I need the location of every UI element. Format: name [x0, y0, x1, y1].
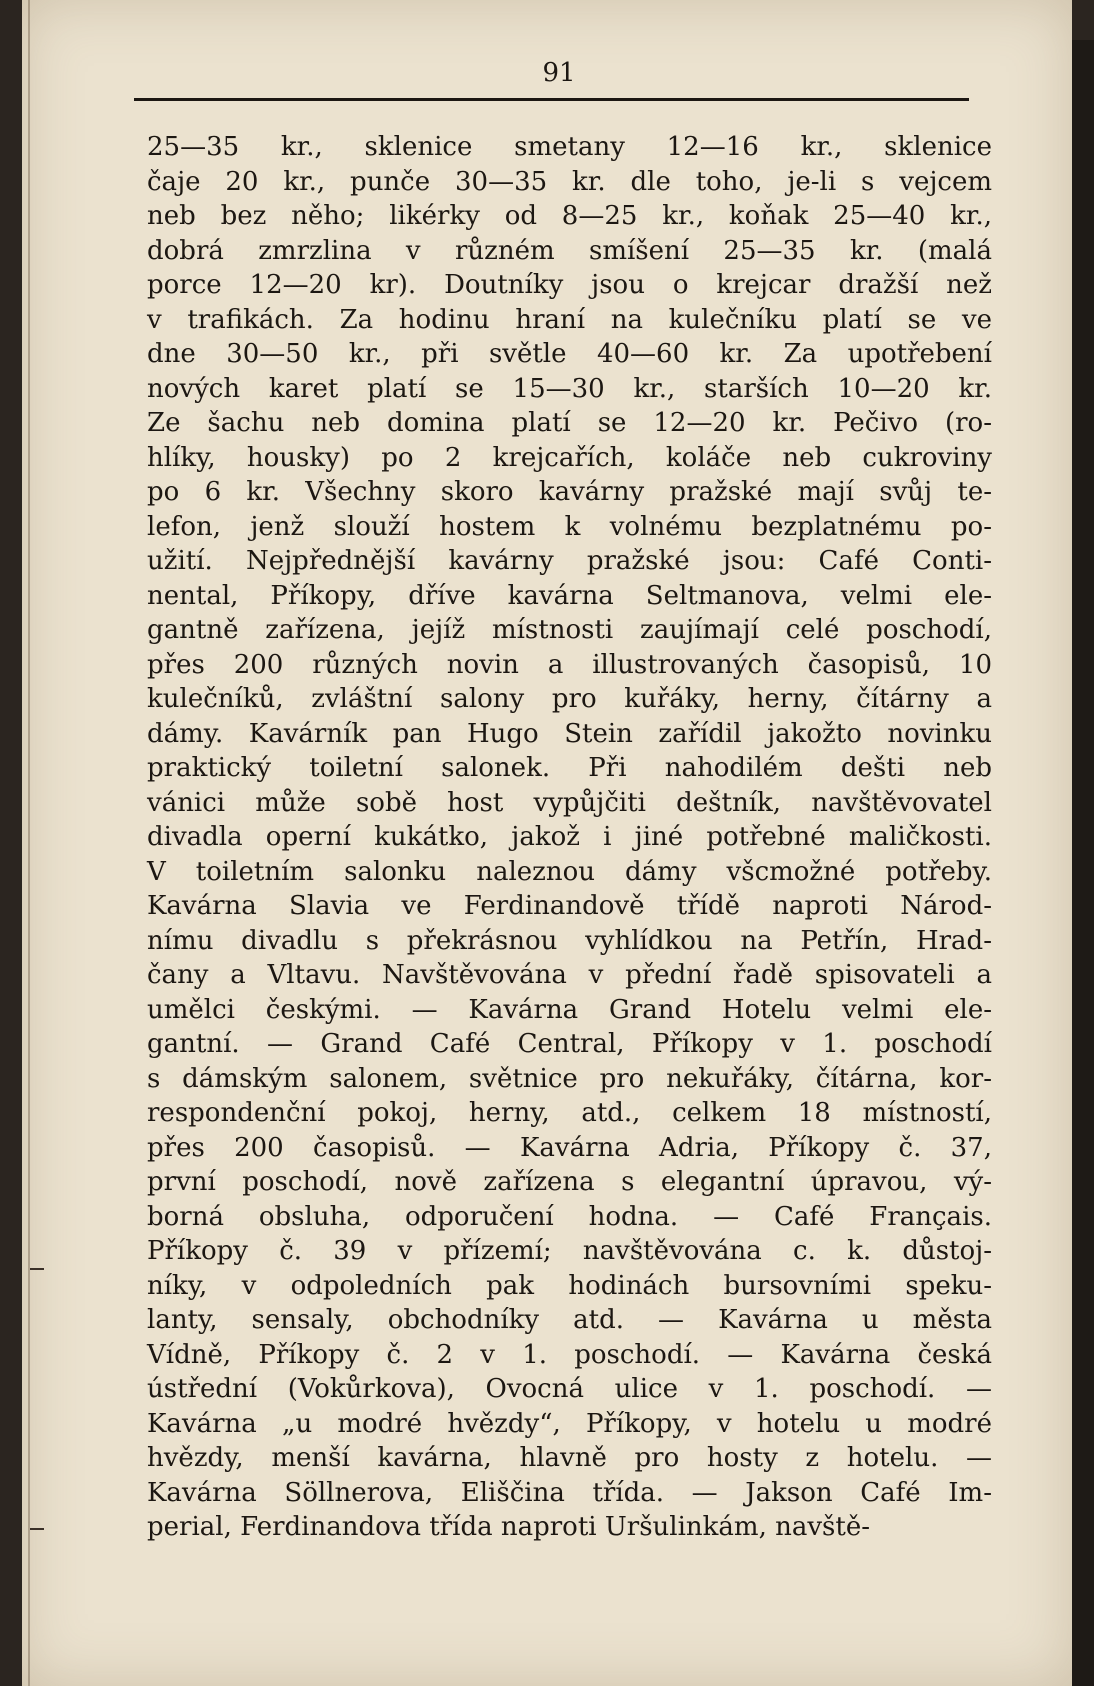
- text-line: porce 12—20 kr). Doutníky jsou o krejcar dražší než: [147, 270, 992, 300]
- book-page: [22, 0, 1072, 1686]
- page-number: 91: [542, 58, 576, 88]
- text-line: V toiletním salonku naleznou dámy všcmožné potřeby.: [147, 856, 992, 887]
- text-line: ústřední (Vokůrkova), Ovocná ulice v 1. poschodí. —: [147, 1374, 992, 1404]
- text-line: Vídně, Příkopy č. 2 v 1. poschodí. — Kavárna česká: [147, 1339, 992, 1370]
- text-line: níky, v odpoledních pak hodinách bursovními speku-: [147, 1270, 992, 1301]
- page-header: [134, 58, 969, 102]
- text-line: s dámským salonem, světnice pro nekuřáky, čítárna, kor-: [147, 1063, 992, 1094]
- text-line: borná obsluha, odporučení hodna. — Café Français.: [147, 1201, 992, 1232]
- margin-mark: [30, 1528, 44, 1530]
- text-line: po 6 kr. Všechny skoro kavárny pražské mají svůj te-: [147, 477, 992, 507]
- text-line: nímu divadlu s překrásnou vyhlídkou na Petřín, Hrad-: [147, 925, 992, 956]
- body-text: [147, 130, 992, 1545]
- text-line: v trafikách. Za hodinu hraní na kulečníku platí se ve: [147, 304, 992, 335]
- text-line: kulečníků, zvláštní salony pro kuřáky, herny, čítárny a: [147, 684, 992, 714]
- text-line: divadla operní kukátko, jakož i jiné potřebné maličkosti.: [147, 822, 992, 852]
- text-line: gantně zařízena, jejíž místnosti zaujímají celé poschodí,: [147, 615, 992, 645]
- text-line: neb bez něho; likérky od 8—25 kr., koňak 25—40 kr.,: [147, 201, 992, 231]
- text-line: nental, Příkopy, dříve kavárna Seltmanova, velmi ele-: [147, 580, 992, 611]
- text-line: první poschodí, nově zařízena s elegantní úpravou, vý-: [147, 1167, 992, 1197]
- margin-mark: [30, 1268, 44, 1270]
- text-line: užití. Nejpřednější kavárny pražské jsou: Café Conti-: [147, 546, 992, 576]
- text-line: Kavárna Söllnerova, Eliščina třída. — Jakson Café Im-: [147, 1477, 992, 1508]
- text-line: 25—35 kr., sklenice smetany 12—16 kr., sklenice: [147, 132, 992, 162]
- text-line: dámy. Kavárník pan Hugo Stein zařídil jakožto novinku: [147, 718, 992, 749]
- text-line: vánici může sobě host vypůjčiti deštník, navštěvovatel: [147, 787, 992, 818]
- text-line: gantní. — Grand Café Central, Příkopy v 1. poschodí: [147, 1029, 992, 1059]
- text-line: čany a Vltavu. Navštěvována v přední řadě spisovateli a: [147, 960, 992, 990]
- text-line: praktický toiletní salonek. Při nahodilém dešti neb: [147, 753, 992, 783]
- text-line: Příkopy č. 39 v přízemí; navštěvována c. k. důstoj-: [147, 1236, 992, 1266]
- header-rule: [134, 98, 969, 101]
- page-edge-shadow: [1072, 40, 1094, 1686]
- text-line: respondenční pokoj, herny, atd., celkem 18 místností,: [147, 1098, 992, 1128]
- text-line: hlíky, housky) po 2 krejcařích, koláče neb cukroviny: [147, 442, 992, 473]
- text-line: dne 30—50 kr., při světle 40—60 kr. Za upotřebení: [147, 339, 992, 369]
- text-line: umělci českými. — Kavárna Grand Hotelu velmi ele-: [147, 994, 992, 1025]
- text-line: Kavárna Slavia ve Ferdinandově třídě naproti Národ-: [147, 891, 992, 921]
- text-line: Ze šachu neb domina platí se 12—20 kr. Pečivo (ro-: [147, 408, 992, 438]
- text-line: lefon, jenž slouží hostem k volnému bezplatnému po-: [147, 511, 992, 542]
- text-line: lanty, sensaly, obchodníky atd. — Kavárna u města: [147, 1305, 992, 1335]
- text-line: Kavárna „u modré hvězdy“, Příkopy, v hotelu u modré: [147, 1408, 992, 1439]
- text-line: perial, Ferdinandova třída naproti Uršulinkám, navště-: [147, 1512, 870, 1542]
- text-line: dobrá zmrzlina v různém smíšení 25—35 kr. (malá: [147, 235, 992, 266]
- text-line: čaje 20 kr., punče 30—35 kr. dle toho, je-li s vejcem: [147, 166, 992, 197]
- text-line: nových karet platí se 15—30 kr., starších 10—20 kr.: [147, 373, 992, 404]
- text-line: přes 200 časopisů. — Kavárna Adria, Příkopy č. 37,: [147, 1132, 992, 1163]
- text-line: přes 200 různých novin a illustrovaných časopisů, 10: [147, 649, 992, 680]
- text-line: hvězdy, menší kavárna, hlavně pro hosty z hotelu. —: [147, 1443, 992, 1473]
